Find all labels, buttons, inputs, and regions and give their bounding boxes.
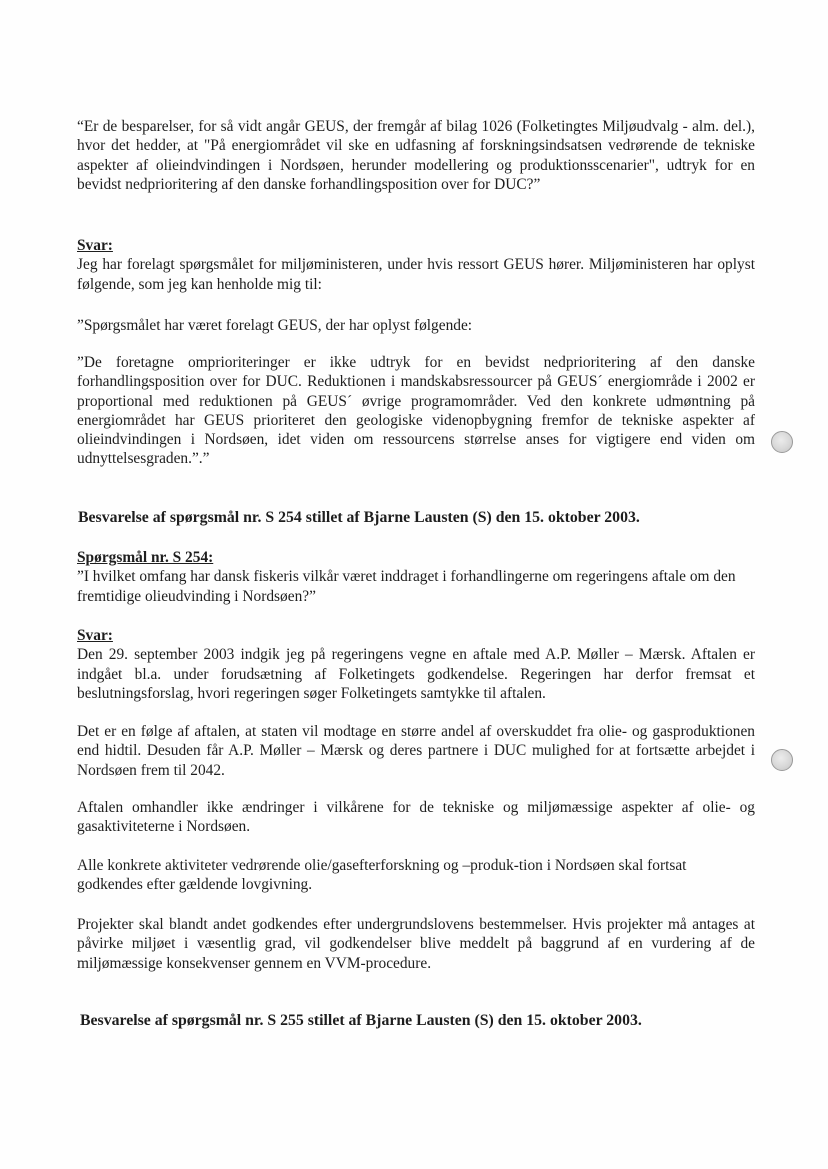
- question-text-s254: ”I hvilket omfang har dansk fiskeris vilkår været inddraget i forhandlingerne om regeringens aftale om den fremtidige olieudvinding i Nordsøen?”: [77, 568, 736, 605]
- section-title-s254: Besvarelse af spørgsmål nr. S 254 stillet af Bjarne Lausten (S) den 15. oktober 2003.: [78, 509, 640, 526]
- answer-block-s254-p1: [77, 626, 755, 703]
- answer-block-1: [77, 236, 755, 294]
- geus-statement-paragraph: ”De foretagne omprioriteringer er ikke udtryk for en bevidst nedprioritering af den danske forhandlingsposition over for DUC. Reduktionen i mandskabsressourcer på GEUS´ energiområde i 2002 er proportional med reduktionen på GEUS´ øvrige programområder. Ved den konkrete udmøntning på energiområdet har GEUS prioriteret den geologiske videnopbygning fremfor de tekniske aspekter af olieindvindingen i Nordsøen, idet viden om ressourcens størrelse anses for vigtigere end viden om udnyttelsesgraden.”.”: [77, 354, 755, 468]
- question-block-s254: [77, 548, 755, 606]
- answer-paragraph: Alle konkrete aktiviteter vedrørende olie/gasefterforskning og –produk-tion i Nordsøen skal fortsat godkendes efter gældende lovgivning.: [77, 857, 687, 894]
- answer-intro-text: Jeg har forelagt spørgsmålet for miljøministeren, under hvis ressort GEUS hører. Miljøministeren har oplyst følgende, som jeg kan henholde mig til:: [77, 256, 755, 293]
- answer-heading: Svar:: [77, 237, 113, 254]
- answer-paragraph: Den 29. september 2003 indgik jeg på regeringens vegne en aftale med A.P. Møller – Mærsk. Aftalen er indgået bl.a. under forudsætning af Folketingets godkendelse. Regeringen har derfor fremsat et beslutningsforslag, hvori regeringen søger Folketingets samtykke til aftalen.: [77, 646, 755, 702]
- answer-heading-s254: Svar:: [77, 627, 113, 644]
- answer-paragraph: Aftalen omhandler ikke ændringer i vilkårene for de tekniske og miljømæssige aspekter af olie- og gasaktiviteterne i Nordsøen.: [77, 799, 755, 836]
- geus-intro-paragraph: ”Spørgsmålet har været forelagt GEUS, der har oplyst følgende:: [77, 317, 473, 334]
- answer-paragraph: Projekter skal blandt andet godkendes efter undergrundslovens bestemmelser. Hvis projekter må antages at påvirke miljøet i væsentlig grad, vil godkendelser blive meddelt på baggrund af en vurdering af de miljømæssige konsekvenser gennem en VVM-procedure.: [77, 916, 755, 972]
- punch-hole-mark: [771, 431, 793, 453]
- intro-quote-paragraph: “Er de besparelser, for så vidt angår GEUS, der fremgår af bilag 1026 (Folketingtes Miljøudvalg - alm. del.), hvor det hedder, at "På energiområdet vil ske en udfasning af forskningsindsatsen vedrørende de tekniske aspekter af olieindvindingen i Nordsøen, herunder modellering og produktionsscenarier", udtryk for en bevidst nedprioritering af den danske forhandlingsposition over for DUC?”: [77, 118, 755, 193]
- question-heading-s254: Spørgsmål nr. S 254:: [77, 549, 214, 566]
- punch-hole-mark: [771, 749, 793, 771]
- section-title-s255: Besvarelse af spørgsmål nr. S 255 stillet af Bjarne Lausten (S) den 15. oktober 2003.: [80, 1012, 642, 1029]
- answer-paragraph: Det er en følge af aftalen, at staten vil modtage en større andel af overskuddet fra olie- og gasproduktionen end hidtil. Desuden får A.P. Møller – Mærsk og deres partnere i DUC mulighed for at fortsætte arbejdet i Nordsøen frem til 2042.: [77, 723, 755, 779]
